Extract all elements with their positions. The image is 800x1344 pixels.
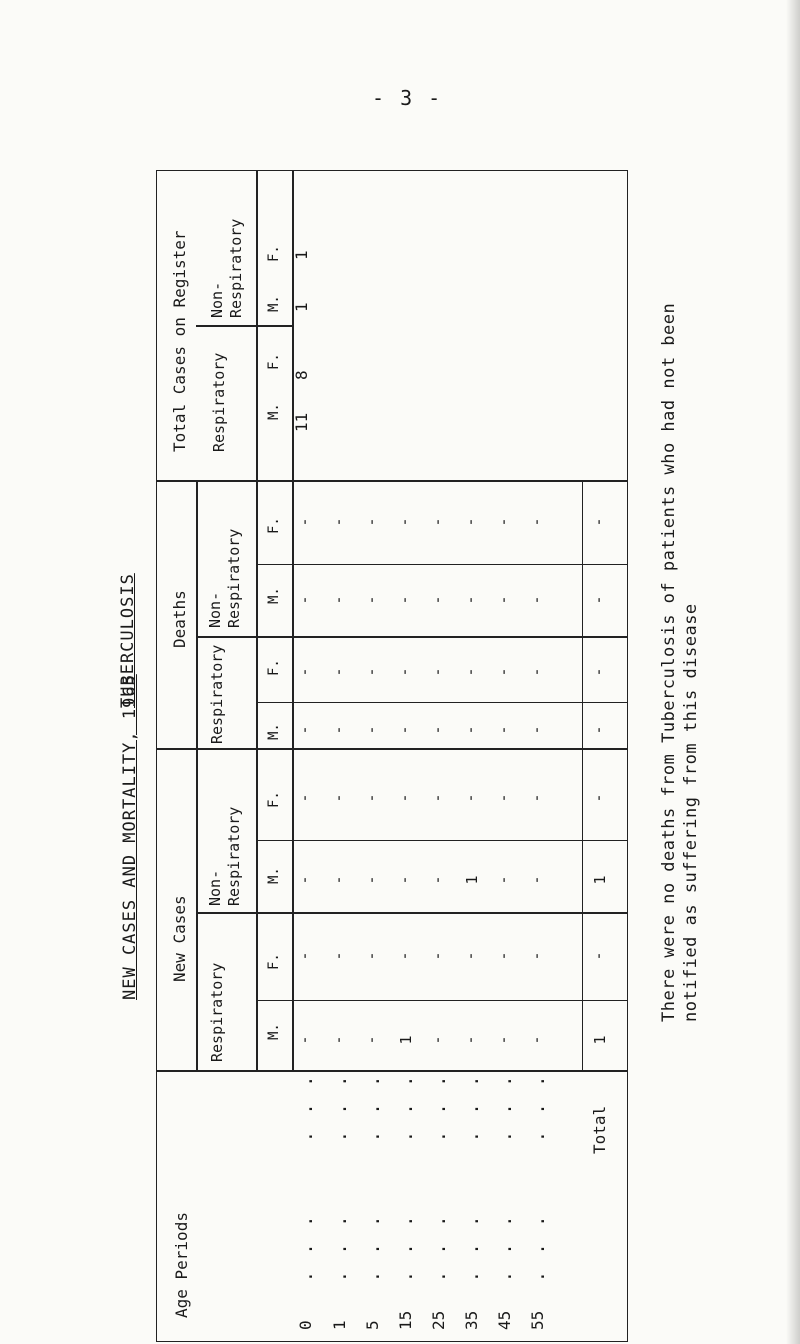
age-total-label: Total bbox=[590, 1105, 609, 1154]
divider-register-sub bbox=[196, 325, 292, 327]
divider-deaths-non-mf bbox=[256, 564, 627, 565]
new-cases-resp-m-cell: - bbox=[297, 1035, 315, 1045]
vline-total bbox=[582, 480, 583, 1070]
age-dot-leader: . . . bbox=[429, 1212, 450, 1282]
header-new-non-1: Non- bbox=[206, 869, 224, 906]
page-edge-shadow bbox=[786, 0, 800, 1344]
header-deaths-non-1: Non- bbox=[206, 591, 224, 628]
header-register-non-1: Non- bbox=[208, 281, 226, 318]
deaths-non-f-cell: - bbox=[364, 517, 382, 527]
age-dot-leader: . . . bbox=[495, 1212, 516, 1282]
new-cases-resp-m-cell: - bbox=[364, 1035, 382, 1045]
new-cases-resp-f-cell: - bbox=[297, 951, 315, 961]
divider-new-non-mf bbox=[256, 840, 627, 841]
statistics-table bbox=[156, 170, 628, 1342]
age-dot-leader: . . . bbox=[363, 1072, 384, 1142]
label-new-non-m: M. bbox=[266, 867, 282, 884]
new-cases-resp-m-cell: - bbox=[496, 1035, 514, 1045]
divider-deaths-newcases bbox=[157, 748, 627, 750]
new-cases-non-f-cell: - bbox=[297, 793, 315, 803]
deaths-non-f-cell: - bbox=[496, 517, 514, 527]
deaths-non-m-cell: - bbox=[463, 595, 481, 605]
label-register-resp-f: F. bbox=[266, 353, 282, 370]
header-deaths-resp: Respiratory bbox=[208, 644, 226, 744]
deaths-resp-f-cell: - bbox=[463, 667, 481, 677]
deaths-resp-m-cell: - bbox=[331, 725, 349, 735]
deaths-non-f-cell: - bbox=[297, 517, 315, 527]
deaths-resp-m-cell: - bbox=[430, 725, 448, 735]
deaths-non-m-cell: - bbox=[397, 595, 415, 605]
header-new-cases: New Cases bbox=[170, 895, 189, 982]
register-non-m: 1 bbox=[292, 302, 311, 312]
new-cases-non-f-cell: - bbox=[496, 793, 514, 803]
new-cases-non-m-cell: 1 bbox=[591, 875, 609, 885]
deaths-non-f-cell: - bbox=[331, 517, 349, 527]
age-period-label: 15 bbox=[396, 1310, 415, 1330]
new-cases-resp-m-cell: 1 bbox=[397, 1035, 415, 1045]
label-register-non-m: M. bbox=[266, 295, 282, 312]
deaths-resp-f-cell: - bbox=[331, 667, 349, 677]
new-cases-resp-m-cell: - bbox=[430, 1035, 448, 1045]
header-register-non-2: Respiratory bbox=[227, 218, 245, 318]
age-dot-leader: . . . bbox=[330, 1072, 351, 1142]
age-dot-leader: . . . bbox=[528, 1212, 549, 1282]
title-tuberculosis: TUBERCULOSIS bbox=[118, 573, 138, 708]
deaths-non-m-cell: - bbox=[529, 595, 547, 605]
new-cases-non-m-cell: - bbox=[430, 875, 448, 885]
new-cases-resp-m-cell: - bbox=[529, 1035, 547, 1045]
age-dot-leader: . . . bbox=[462, 1072, 483, 1142]
new-cases-non-m-cell: - bbox=[397, 875, 415, 885]
deaths-resp-m-cell: - bbox=[463, 725, 481, 735]
new-cases-non-f-cell: - bbox=[397, 793, 415, 803]
label-new-non-f: F. bbox=[266, 791, 282, 808]
deaths-resp-f-cell: - bbox=[430, 667, 448, 677]
deaths-non-m-cell: - bbox=[430, 595, 448, 605]
age-dot-leader: . . . bbox=[296, 1072, 317, 1142]
new-cases-non-f-cell: - bbox=[331, 793, 349, 803]
header-deaths: Deaths bbox=[170, 590, 189, 648]
page-number: - 3 - bbox=[372, 86, 443, 110]
deaths-non-m-cell: - bbox=[496, 595, 514, 605]
age-dot-leader: . . . bbox=[396, 1212, 417, 1282]
header-new-non-2: Respiratory bbox=[225, 806, 243, 906]
footnote-line-1: There were no deaths from Tuberculosis of patients who had not been bbox=[659, 302, 679, 1022]
divider-deaths-sub bbox=[196, 636, 627, 638]
label-deaths-non-m: M. bbox=[266, 587, 282, 604]
age-period-label: 35 bbox=[462, 1310, 481, 1330]
new-cases-resp-f-cell: - bbox=[529, 951, 547, 961]
deaths-resp-m-cell: - bbox=[496, 725, 514, 735]
new-cases-non-m-cell: - bbox=[364, 875, 382, 885]
deaths-non-m-cell: - bbox=[591, 595, 609, 605]
deaths-non-f-cell: - bbox=[397, 517, 415, 527]
deaths-resp-f-cell: - bbox=[496, 667, 514, 677]
label-register-non-f: F. bbox=[266, 245, 282, 262]
deaths-resp-m-cell: - bbox=[591, 725, 609, 735]
age-period-label: 55 bbox=[528, 1310, 547, 1330]
age-dot-leader: . . . bbox=[363, 1212, 384, 1282]
label-register-resp-m: M. bbox=[266, 403, 282, 420]
vline-sub bbox=[256, 170, 258, 1070]
age-period-label: 45 bbox=[495, 1310, 514, 1330]
deaths-resp-f-cell: - bbox=[364, 667, 382, 677]
new-cases-non-m-cell: - bbox=[331, 875, 349, 885]
title-new-cases-mortality: NEW CASES AND MORTALITY, 1965 bbox=[120, 674, 140, 1000]
age-dot-leader: . . . bbox=[528, 1072, 549, 1142]
age-period-label: 25 bbox=[429, 1310, 448, 1330]
deaths-non-m-cell: - bbox=[364, 595, 382, 605]
label-new-resp-m: M. bbox=[266, 1023, 282, 1040]
divider-newcases-sub bbox=[196, 912, 627, 914]
label-deaths-resp-f: F. bbox=[266, 659, 282, 676]
deaths-resp-m-cell: - bbox=[364, 725, 382, 735]
new-cases-resp-m-cell: - bbox=[331, 1035, 349, 1045]
deaths-resp-f-cell: - bbox=[297, 667, 315, 677]
deaths-non-f-cell: - bbox=[430, 517, 448, 527]
deaths-resp-f-cell: - bbox=[397, 667, 415, 677]
header-deaths-non-2: Respiratory bbox=[225, 528, 243, 628]
new-cases-non-f-cell: - bbox=[463, 793, 481, 803]
label-deaths-non-f: F. bbox=[266, 517, 282, 534]
divider-new-resp-mf bbox=[256, 1000, 627, 1001]
deaths-resp-m-cell: - bbox=[529, 725, 547, 735]
new-cases-non-m-cell: 1 bbox=[463, 875, 481, 885]
age-period-label: 0 bbox=[296, 1320, 315, 1330]
age-period-label: 1 bbox=[330, 1320, 349, 1330]
new-cases-non-m-cell: - bbox=[297, 875, 315, 885]
new-cases-non-m-cell: - bbox=[529, 875, 547, 885]
new-cases-resp-f-cell: - bbox=[496, 951, 514, 961]
register-resp-f: 8 bbox=[292, 370, 311, 380]
new-cases-resp-f-cell: - bbox=[430, 951, 448, 961]
new-cases-non-m-cell: - bbox=[496, 875, 514, 885]
label-new-resp-f: F. bbox=[266, 953, 282, 970]
deaths-non-f-cell: - bbox=[529, 517, 547, 527]
new-cases-resp-f-cell: - bbox=[591, 951, 609, 961]
new-cases-non-f-cell: - bbox=[591, 793, 609, 803]
label-deaths-resp-m: M. bbox=[266, 723, 282, 740]
new-cases-resp-f-cell: - bbox=[364, 951, 382, 961]
new-cases-resp-f-cell: - bbox=[463, 951, 481, 961]
deaths-non-f-cell: - bbox=[591, 517, 609, 527]
new-cases-non-f-cell: - bbox=[364, 793, 382, 803]
deaths-resp-f-cell: - bbox=[591, 667, 609, 677]
age-dot-leader: . . . bbox=[429, 1072, 450, 1142]
new-cases-resp-m-cell: - bbox=[463, 1035, 481, 1045]
divider-register-deaths bbox=[157, 480, 627, 482]
divider-deaths-resp-mf bbox=[256, 702, 627, 703]
age-dot-leader: . . . bbox=[330, 1212, 351, 1282]
header-age-periods: Age Periods bbox=[172, 1212, 191, 1318]
age-dot-leader: . . . bbox=[462, 1212, 483, 1282]
deaths-resp-m-cell: - bbox=[297, 725, 315, 735]
new-cases-non-f-cell: - bbox=[430, 793, 448, 803]
register-non-f: 1 bbox=[292, 250, 311, 260]
new-cases-resp-f-cell: - bbox=[397, 951, 415, 961]
age-period-label: 5 bbox=[363, 1320, 382, 1330]
header-new-resp: Respiratory bbox=[208, 962, 226, 1062]
deaths-resp-m-cell: - bbox=[397, 725, 415, 735]
age-dot-leader: . . . bbox=[296, 1212, 317, 1282]
new-cases-resp-f-cell: - bbox=[331, 951, 349, 961]
deaths-non-m-cell: - bbox=[331, 595, 349, 605]
header-register-resp: Respiratory bbox=[210, 352, 228, 452]
register-resp-m: 11 bbox=[292, 412, 311, 432]
age-dot-leader: . . . bbox=[495, 1072, 516, 1142]
vline-group bbox=[196, 480, 198, 1070]
deaths-resp-f-cell: - bbox=[529, 667, 547, 677]
footnote-line-2: notified as suffering from this disease bbox=[681, 603, 701, 1022]
new-cases-non-f-cell: - bbox=[529, 793, 547, 803]
age-dot-leader: . . . bbox=[396, 1072, 417, 1142]
divider-newcases-age bbox=[157, 1070, 627, 1072]
deaths-non-m-cell: - bbox=[297, 595, 315, 605]
header-total-register: Total Cases on Register bbox=[170, 230, 189, 452]
deaths-non-f-cell: - bbox=[463, 517, 481, 527]
new-cases-resp-m-cell: 1 bbox=[591, 1035, 609, 1045]
